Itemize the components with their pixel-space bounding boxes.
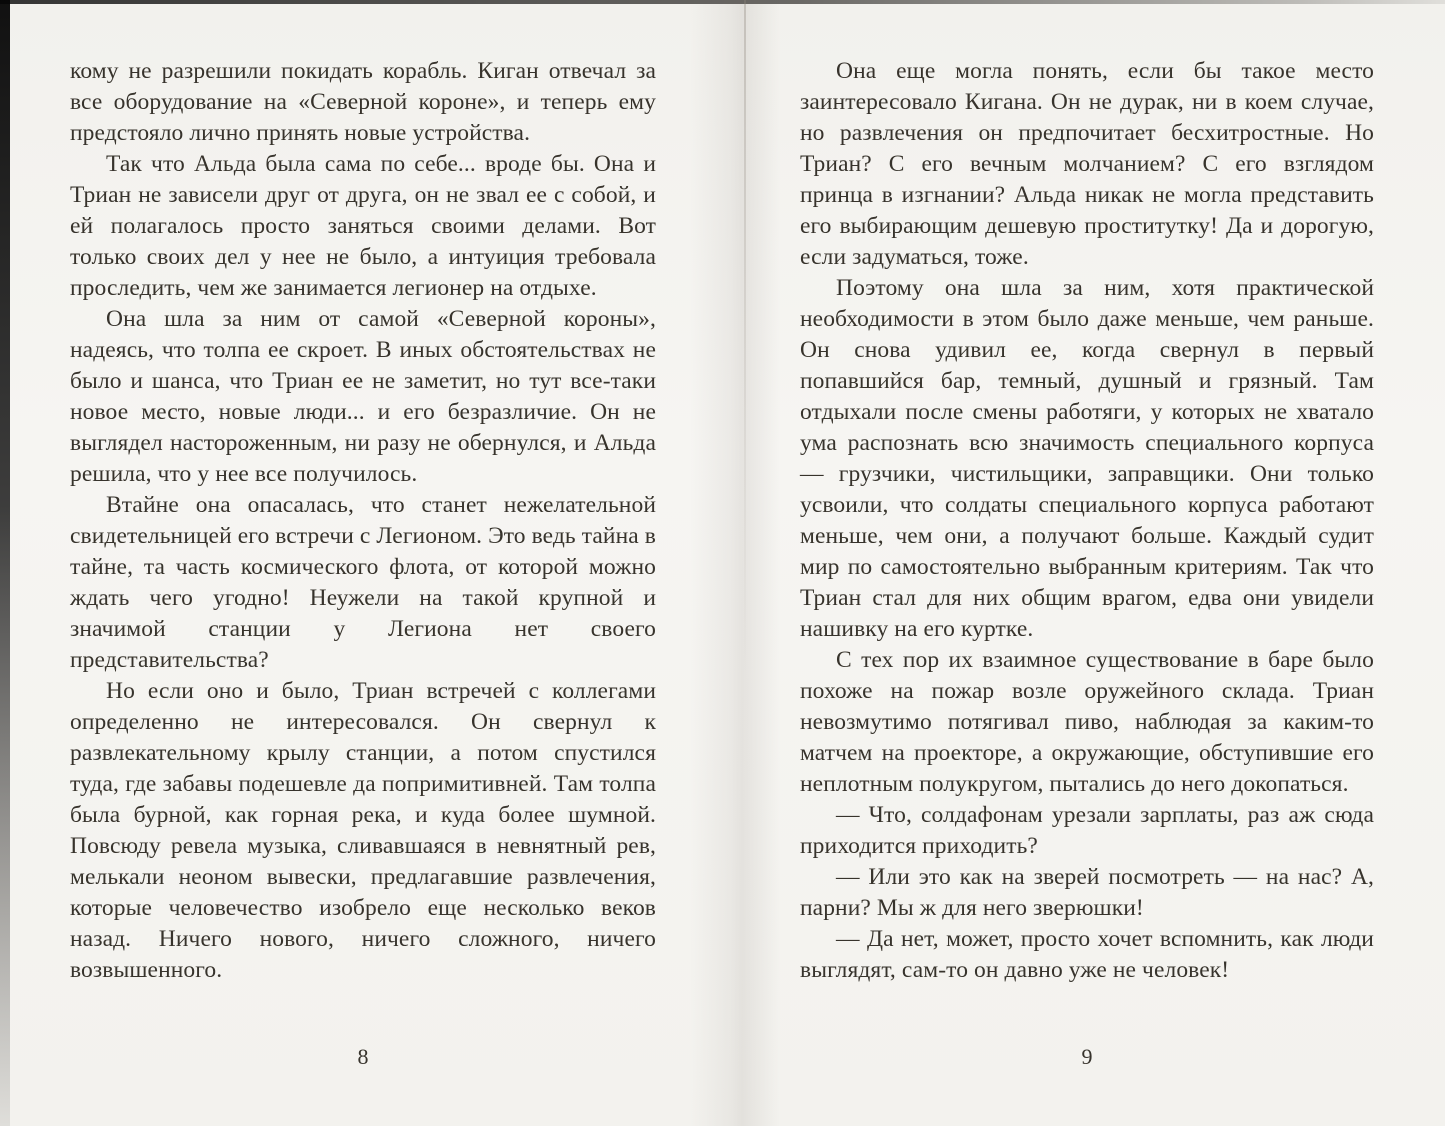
page-number-left: 8: [357, 1044, 369, 1069]
paragraph: Так что Альда была сама по себе... вроде бы. Она и Триан не зависели друг от друга, он не звал ее с собой, и ей полагалось просто заняться своими делами. Вот только своих дел у нее не было, а интуиция требовала проследить, чем же занимается легионер на отдыхе.: [70, 151, 656, 301]
paragraph: Она еще могла понять, если бы такое место заинтересовало Кигана. Он не дурак, ни в коем случае, но развлечения он предпочитает бесхитростные. Но Триан? С его вечным молчанием? С его взглядом принца в изгнании? Альда никак не могла представить его выбирающим дешевую проститутку! Да и дорогую, если задуматься, тоже.: [800, 58, 1374, 270]
gutter-shadow: [690, 0, 780, 1126]
dialogue-paragraph: — Что, солдафонам урезали зарплаты, раз аж сюда приходится приходить?: [800, 802, 1374, 859]
page-right: [800, 56, 1374, 986]
paragraph: Она шла за ним от самой «Северной короны», надеясь, что толпа ее скроет. В иных обстоятельствах не было и шанса, что Триан ее не заметит, но тут все-таки новое место, новые люди... и его безразличие. Он не выглядел настороженным, ни разу не обернулся, и Альда решила, что у нее все получилось.: [70, 306, 656, 487]
gutter-crease: [744, 0, 746, 676]
page-number-right: 9: [1081, 1044, 1093, 1069]
dialogue-paragraph: — Или это как на зверей посмотреть — на нас? А, парни? Мы ж для него зверюшки!: [800, 864, 1374, 921]
page-left: [70, 56, 656, 986]
paragraph: Втайне она опасалась, что станет нежелательной свидетельницей его встречи с Легионом. Это ведь тайна в тайне, та часть космического флота, от которой можно ждать чего угодно! Неужели на такой крупной и значимой станции у Легиона нет своего представительства?: [70, 492, 656, 673]
scan-edge-left: [0, 0, 10, 1126]
paragraph: Но если оно и было, Триан встречей с коллегами определенно не интересовался. Он свернул к развлекательному крылу станции, а потом спустился туда, где забавы подешевле да попримитивней. Там толпа была бурной, как горная река, и куда более шумной. Повсюду ревела музыка, сливавшаяся в невнятный рев, мелькали неоном вывески, предлагавшие развлечения, которые человечество изобрело еще несколько веков назад. Ничего нового, ничего сложного, ничего возвышенного.: [70, 678, 656, 983]
paragraph: Поэтому она шла за ним, хотя практической необходимости в этом было даже меньше, чем раньше. Он снова удивил ее, когда свернул в первый попавшийся бар, темный, душный и грязный. Там отдыхали после смены работяги, у которых не хватало ума распознать всю значимость специального корпуса — грузчики, чистильщики, заправщики. Они только усвоили, что солдаты специального корпуса работают меньше, чем они, а получают больше. Каждый судит мир по самостоятельно выбранным критериям. Так что Триан стал для них общим врагом, едва они увидели нашивку на его куртке.: [800, 275, 1374, 642]
dialogue-paragraph: — Да нет, может, просто хочет вспомнить, как люди выглядят, сам-то он давно уже не человек!: [800, 926, 1374, 983]
paragraph: С тех пор их взаимное существование в баре было похоже на пожар возле оружейного склада. Триан невозмутимо потягивал пиво, наблюдая за каким-то матчем на проекторе, а окружающие, обступившие его неплотным полукругом, пытались до него докопаться.: [800, 647, 1374, 797]
paragraph: кому не разрешили покидать корабль. Киган отвечал за все оборудование на «Северной короне», и теперь ему предстояло лично принять новые устройства.: [70, 58, 656, 146]
